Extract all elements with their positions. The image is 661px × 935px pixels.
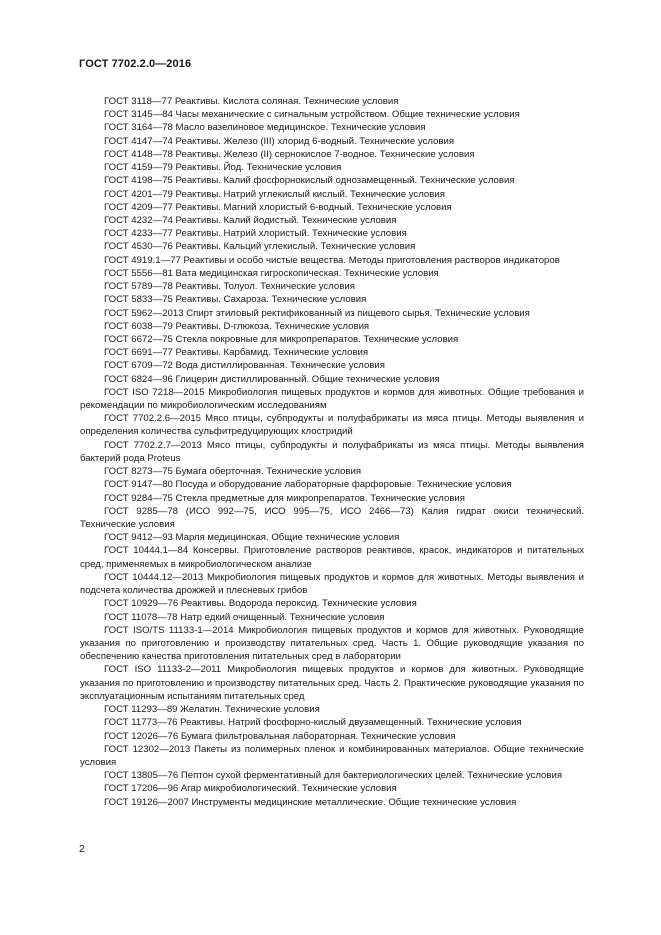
reference-item: ГОСТ 6824—96 Глицерин дистиллированный. Общие технические условия: [104, 373, 440, 385]
reference-item: ГОСТ 4159—79 Реактивы. Йод. Технические условия: [104, 162, 342, 174]
reference-item: ГОСТ 5833—75 Реактивы. Сахароза. Технические условия: [104, 294, 367, 306]
reference-item: ГОСТ 7702.2.6—2015 Мясо птицы, субпродукты и полуфабрикаты из мяса птицы. Методы выявления и определения количества сульфитредуцирующих клостридий: [80, 413, 584, 438]
reference-item: ГОСТ 11078—78 Натр едкий очищенный. Технические условия: [104, 611, 385, 623]
reference-item: ГОСТ 4209—77 Реактивы. Магний хлористый 6-водный. Технические условия: [104, 201, 452, 213]
reference-item: ГОСТ 10929—76 Реактивы. Водорода пероксид. Технические условия: [104, 598, 417, 610]
reference-item: ГОСТ 3118—77 Реактивы. Кислота соляная. Технические условия: [104, 96, 399, 107]
reference-item: ГОСТ ISO 7218—2015 Микробиология пищевых продуктов и кормов для животных. Общие требования и рекомендации по микробиологическим исследованиям: [80, 386, 584, 412]
document-header: ГОСТ 7702.2.0—2016: [79, 58, 192, 70]
reference-item: ГОСТ ISO/TS 11133-1—2014 Микробиология пищевых продуктов и кормов для животных. Руководящие указания по приготовлению и производству питательных сред. Часть 1. Общие руководящие указания по обеспечению качества приготовления питательных сред в лаборатории: [80, 624, 584, 663]
reference-item: ГОСТ 4198—75 Реактивы. Калий фосфорнокислый однозамещенный. Технические условия: [104, 175, 515, 187]
reference-item: ГОСТ 5556—81 Вата медицинская гигроскопическая. Технические условия: [104, 267, 439, 279]
reference-item: ГОСТ 5789—78 Реактивы. Толуол. Технические условия: [104, 281, 355, 293]
reference-item: ГОСТ 10444.12—2013 Микробиология пищевых продуктов и кормов для животных. Методы выявления и подсчета количества дрожжей и плесневых грибов: [80, 571, 584, 597]
reference-item: ГОСТ 11773—76 Реактивы. Натрий фосфорно-кислый двузамещенный. Технические условия: [104, 717, 522, 729]
reference-item: ГОСТ 13805—76 Пептон сухой ферментативный для бактериологических целей. Технические условия: [104, 770, 563, 782]
reference-item: ГОСТ 6672—75 Стекла покровные для микропрепаратов. Технические условия: [104, 333, 459, 345]
reference-item: ГОСТ 7702.2.7—2013 Мясо птицы, субпродукты и полуфабрикаты из мяса птицы. Методы выявления бактерий рода Proteus: [80, 439, 584, 464]
reference-item: ГОСТ 9412—93 Марля медицинская. Общие технические условия: [104, 532, 400, 544]
reference-item: ГОСТ 4919.1—77 Реактивы и особо чистые вещества. Методы приготовления растворов индикаторов: [104, 254, 560, 266]
reference-item: ГОСТ 4147—74 Реактивы. Железо (III) хлорид 6-водный. Технические условия: [104, 135, 455, 147]
reference-item: ГОСТ 8273—75 Бумага оберточная. Технические условия: [104, 466, 362, 478]
reference-item: ГОСТ 10444.1—84 Консервы. Приготовление растворов реактивов, красок, индикаторов и питательных сред, применяемых в микробиологическом анализе: [80, 545, 584, 570]
reference-item: ГОСТ 12302—2013 Пакеты из полимерных пленок и комбинированных материалов. Общие технические условия: [80, 743, 584, 768]
reference-list: [80, 95, 584, 809]
reference-item: ГОСТ 6038—79 Реактивы. D-глюкоза. Технические условия: [104, 320, 370, 332]
reference-item: ГОСТ 9147—80 Посуда и оборудование лабораторные фарфоровые. Технические условия: [104, 479, 512, 491]
reference-item: ГОСТ 4201—79 Реактивы. Натрий углекислый кислый. Технические условия: [104, 188, 445, 200]
reference-item: ГОСТ 4530—76 Реактивы. Кальций углекислый. Технические условия: [104, 241, 416, 253]
reference-item: ГОСТ 3164—78 Масло вазелиновое медицинское. Технические условия: [104, 122, 426, 134]
reference-item: ГОСТ 11293—89 Желатин. Технические условия: [104, 704, 320, 716]
reference-item: ГОСТ 4232—74 Реактивы. Калий йодистый. Технические условия: [104, 214, 397, 226]
reference-item: ГОСТ 6709—72 Вода дистиллированная. Технические условия: [104, 360, 385, 372]
page-number: 2: [79, 843, 85, 855]
reference-item: ГОСТ 3145—84 Часы механические с сигнальным устройством. Общие технические условия: [104, 109, 520, 121]
reference-item: ГОСТ 12026—76 Бумага фильтровальная лабораторная. Технические условия: [104, 730, 456, 742]
reference-item: ГОСТ ISO 11133-2—2011 Микробиология пищевых продуктов и кормов для животных. Руководящие указания по приготовлению и производству питательных сред. Часть 2. Практические руководящие указания по эксплуатационным испытаниям питательных сред: [80, 664, 584, 702]
reference-item: ГОСТ 9284—75 Стекла предметные для микропрепаратов. Технические условия: [104, 492, 465, 504]
reference-item: ГОСТ 5962—2013 Спирт этиловый ректификованный из пищевого сырья. Технические условия: [104, 307, 530, 319]
reference-item: ГОСТ 4148—78 Реактивы. Железо (II) сернокислое 7-водное. Технические условия: [104, 148, 475, 160]
reference-item: ГОСТ 9285—78 (ИСО 992—75, ИСО 995—75, ИСО 2466—73) Калия гидрат окиси технический. Технические условия: [80, 505, 584, 530]
reference-item: ГОСТ 17206—96 Агар микробиологический. Технические условия: [104, 783, 397, 795]
reference-item: ГОСТ 4233—77 Реактивы. Натрий хлористый. Технические условия: [104, 228, 407, 240]
reference-item: ГОСТ 19126—2007 Инструменты медицинские металлические. Общие технические условия: [104, 796, 517, 808]
reference-item: ГОСТ 6691—77 Реактивы. Карбамид. Технические условия: [104, 347, 369, 359]
